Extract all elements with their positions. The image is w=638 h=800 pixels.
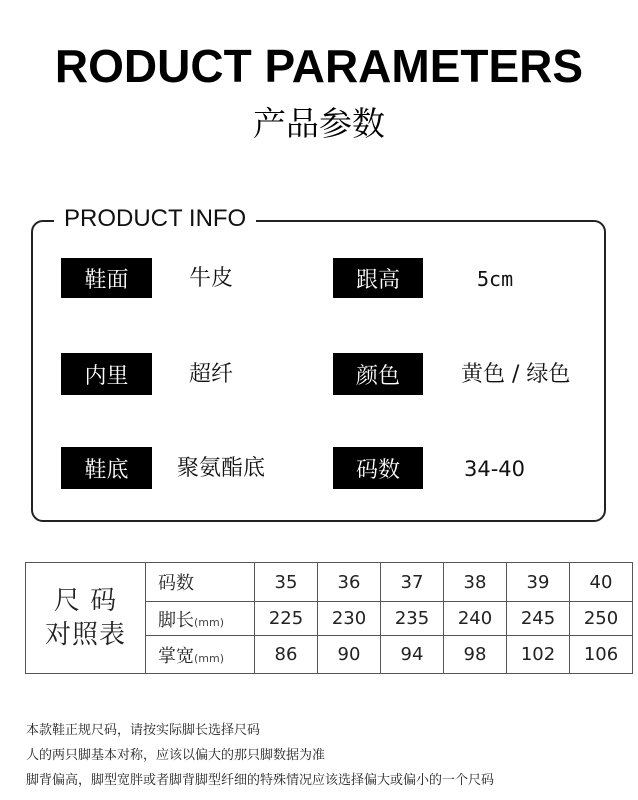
table-cell: 38	[444, 563, 507, 602]
param-value-color: 黄色 / 绿色	[461, 362, 571, 387]
table-cell: 90	[318, 636, 381, 674]
product-info-label: PRODUCT INFO	[54, 205, 256, 233]
param-tag-sole: 鞋底	[61, 447, 152, 489]
table-cell: 245	[507, 602, 570, 636]
table-cell: 250	[570, 602, 633, 636]
table-cell: 235	[381, 602, 444, 636]
row-label-palm-width: 掌宽(mm)	[146, 636, 255, 674]
note-line: 人的两只脚基本对称，应该以偏大的那只脚数据为准	[26, 748, 326, 763]
size-chart-table	[25, 562, 633, 674]
page-title: RODUCT PARAMETERS	[54, 40, 584, 92]
table-cell: 86	[255, 636, 318, 674]
table-cell: 102	[507, 636, 570, 674]
param-tag-size: 码数	[333, 447, 423, 489]
note-line: 脚背偏高，脚型宽胖或者脚背脚型纤细的特殊情况应该选择偏大或偏小的一个尺码	[26, 773, 495, 788]
param-value-sole: 聚氨酯底	[177, 456, 266, 481]
param-tag-heel-height: 跟高	[333, 258, 423, 298]
param-value-upper: 牛皮	[189, 266, 234, 291]
notes	[26, 718, 494, 793]
row-label-size: 码数	[146, 563, 255, 602]
param-value-lining: 超纤	[189, 362, 234, 387]
param-tag-color: 颜色	[333, 353, 423, 395]
table-cell: 240	[444, 602, 507, 636]
size-chart-title-line1: 尺 码	[53, 586, 118, 616]
param-value-size: 34-40	[464, 457, 526, 481]
size-chart-title	[26, 563, 146, 674]
param-tag-lining: 内里	[61, 353, 152, 395]
table-cell: 35	[255, 563, 318, 602]
row-label-foot-length: 脚长(mm)	[146, 602, 255, 636]
table-cell: 40	[570, 563, 633, 602]
table-cell: 36	[318, 563, 381, 602]
table-cell: 225	[255, 602, 318, 636]
table-cell: 37	[381, 563, 444, 602]
page-subtitle: 产品参数	[253, 104, 385, 143]
table-cell: 106	[570, 636, 633, 674]
size-chart-title-line2: 对照表	[44, 620, 126, 650]
param-tag-upper: 鞋面	[61, 258, 152, 298]
table-cell: 39	[507, 563, 570, 602]
note-line: 本款鞋正规尺码，请按实际脚长选择尺码	[26, 723, 261, 738]
table-row	[26, 563, 633, 602]
table-cell: 230	[318, 602, 381, 636]
param-value-heel-height: 5cm	[477, 267, 514, 291]
table-cell: 94	[381, 636, 444, 674]
table-cell: 98	[444, 636, 507, 674]
